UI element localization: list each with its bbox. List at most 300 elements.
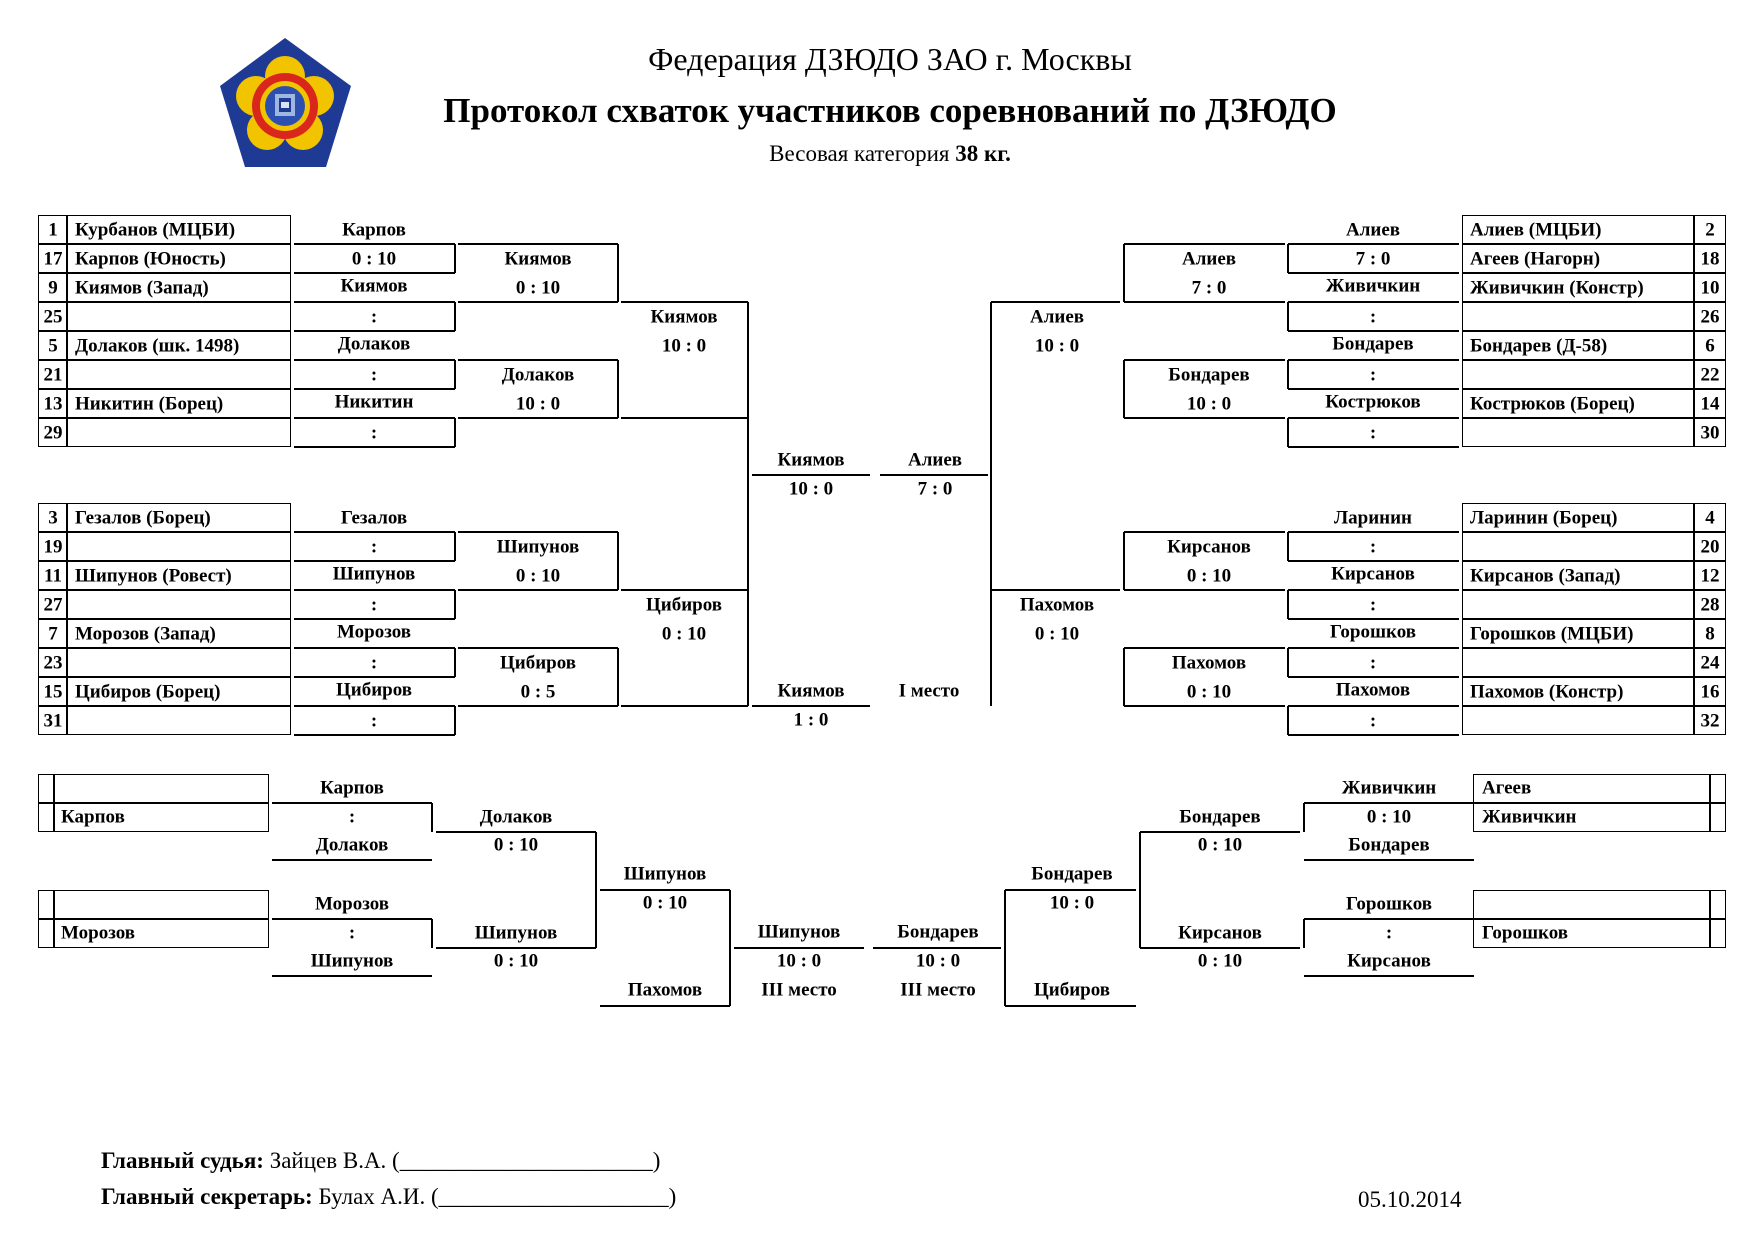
right-r1-line — [1288, 676, 1459, 678]
chief-secretary-label: Главный секретарь: — [101, 1184, 313, 1209]
right-r1-line — [1288, 446, 1459, 448]
right-semi-line — [880, 474, 988, 476]
left-seed-name: Цибиров (Борец) — [75, 681, 221, 702]
left-r1-bottom: Киямов — [340, 275, 408, 296]
left-rep-r3-line — [600, 889, 730, 891]
left-bronze-place: III место — [761, 979, 837, 1001]
left-r3-winner: Киямов — [650, 306, 718, 327]
right-rep-r2-winner: Кирсанов — [1178, 922, 1262, 944]
left-seed-number: 23 — [43, 652, 63, 673]
right-rep-r1-bottom: Бондарев — [1348, 834, 1430, 856]
left-seed-number: 31 — [43, 710, 63, 731]
weight-value: 38 кг. — [955, 141, 1011, 166]
right-r1-line — [1288, 560, 1459, 562]
left-r2-connector — [617, 648, 619, 706]
right-r1-bottom: Горошков — [1329, 621, 1417, 642]
seed-row-line — [38, 618, 291, 620]
left-bronze-line — [734, 947, 864, 949]
left-seed-number: 1 — [48, 219, 58, 240]
right-r1-line — [1288, 531, 1459, 533]
right-r1-connector — [1287, 706, 1289, 735]
right-r2-line — [1124, 705, 1285, 707]
right-rep-r1-bottom: Кирсанов — [1347, 950, 1431, 972]
right-r3-score: 0 : 10 — [1034, 623, 1080, 644]
right-rep-r1-score: : — [1385, 922, 1393, 944]
right-r1-bottom: Кострюков — [1325, 391, 1421, 412]
right-r2-connector — [1123, 648, 1125, 706]
right-r1-bottom: Пахомов — [1335, 679, 1411, 700]
final-score: 1 : 0 — [793, 709, 829, 731]
right-r3-score: 10 : 0 — [1034, 335, 1080, 356]
right-rep-r3-score: 10 : 0 — [1049, 892, 1095, 914]
right-seed-name: Бондарев (Д-58) — [1470, 335, 1608, 356]
left-seed-name: Морозов (Запад) — [75, 623, 216, 644]
left-rep-r3-top: Шипунов — [623, 863, 707, 885]
left-r2-score: 0 : 10 — [515, 565, 561, 586]
right-seed-name: Кирсанов (Запад) — [1470, 565, 1621, 586]
left-rep-r1-line — [272, 859, 432, 861]
seed-row-line — [38, 531, 291, 533]
right-rep-r1-top: Горошков — [1345, 893, 1433, 915]
right-r2-connector — [1123, 360, 1125, 418]
left-r3-score: 0 : 10 — [661, 623, 707, 644]
seed-row-line — [38, 705, 291, 707]
left-r1-bottom: Долаков — [337, 333, 411, 354]
right-semi-winner: Алиев — [907, 449, 963, 471]
left-seed-name: Шипунов (Ровест) — [75, 565, 232, 586]
repechage-box-divider — [1709, 890, 1711, 948]
seed-row-line — [38, 589, 291, 591]
right-rep-r3-line — [1005, 889, 1136, 891]
seed-row-line — [1462, 618, 1726, 620]
right-seed-number: 20 — [1700, 536, 1720, 557]
right-repechage-name: Живичкин — [1482, 806, 1577, 828]
right-rep-r1-connector — [1303, 803, 1305, 832]
left-seed-number: 11 — [44, 565, 62, 586]
chief-secretary — [101, 1185, 676, 1208]
final-winner: Киямов — [777, 680, 845, 702]
left-rep-r1-score: : — [348, 806, 356, 828]
right-bronze-line — [873, 947, 1001, 949]
seed-row-line — [1462, 301, 1726, 303]
seed-row-line — [1462, 417, 1726, 419]
left-rep-r2-score: 0 : 10 — [493, 950, 539, 972]
left-r1-line — [294, 734, 455, 736]
seed-row-line — [1462, 243, 1726, 245]
left-rep-r2-winner: Шипунов — [474, 922, 558, 944]
left-r1-line — [294, 330, 455, 332]
left-repechage-name: Карпов — [61, 806, 125, 828]
left-r1-score: : — [370, 422, 378, 443]
right-rep-r3-connector — [1004, 890, 1006, 1006]
right-rep-r1-line — [1304, 859, 1474, 861]
left-semi-connector — [747, 331, 749, 619]
right-r2-line — [1124, 589, 1285, 591]
right-repechage-name: Горошков — [1482, 922, 1569, 944]
right-r1-score: : — [1369, 306, 1377, 327]
left-r2-line — [458, 243, 618, 245]
left-seed-number: 7 — [48, 623, 58, 644]
right-seed-name: Агеев (Нагорн) — [1470, 248, 1601, 269]
left-seed-name: Курбанов (МЦБИ) — [75, 219, 236, 240]
right-r3-winner: Алиев — [1029, 306, 1085, 327]
right-r1-score: : — [1369, 710, 1377, 731]
right-rep-r1-line — [1304, 802, 1474, 804]
repechage-row-line — [1473, 802, 1726, 804]
seed-row-line — [38, 676, 291, 678]
right-r3-line — [991, 589, 1120, 591]
right-seed-name: Кострюков (Борец) — [1470, 393, 1635, 414]
left-seed-number: 27 — [43, 594, 63, 615]
right-semi-connector — [990, 331, 992, 619]
right-seed-number: 12 — [1700, 565, 1720, 586]
right-seed-number: 16 — [1700, 681, 1720, 702]
left-r1-line — [294, 705, 455, 707]
left-r2-winner: Долаков — [501, 364, 575, 385]
right-r1-connector — [1287, 648, 1289, 677]
right-r1-connector — [1287, 418, 1289, 447]
right-r1-score: : — [1369, 536, 1377, 557]
seed-row-line — [1462, 272, 1726, 274]
left-r1-connector — [454, 244, 456, 273]
seed-row-line — [38, 560, 291, 562]
left-rep-r1-connector — [431, 803, 433, 832]
right-r2-line — [1124, 417, 1285, 419]
chief-judge — [101, 1149, 660, 1172]
seed-row-line — [38, 417, 291, 419]
right-bronze-score: 10 : 0 — [915, 950, 961, 972]
left-seed-number: 19 — [43, 536, 63, 557]
left-r2-connector — [617, 244, 619, 302]
right-seed-number: 28 — [1700, 594, 1720, 615]
left-r1-line — [294, 243, 455, 245]
right-seed-number: 6 — [1705, 335, 1715, 356]
left-r2-winner: Шипунов — [496, 536, 580, 557]
left-rep-r2-winner: Долаков — [479, 806, 553, 828]
right-r2-winner: Алиев — [1181, 248, 1237, 269]
left-r2-line — [458, 647, 618, 649]
left-r1-line — [294, 531, 455, 533]
left-rep-r2-connector — [595, 832, 597, 948]
left-r1-score: : — [370, 710, 378, 731]
left-seed-number: 25 — [43, 306, 63, 327]
left-r1-score: 0 : 10 — [351, 248, 397, 269]
right-seed-number: 14 — [1700, 393, 1720, 414]
left-r1-bottom: Никитин — [334, 391, 414, 412]
seed-row-line — [38, 272, 291, 274]
left-seed-number: 15 — [43, 681, 63, 702]
seed-row-line — [38, 647, 291, 649]
right-r1-line — [1288, 589, 1459, 591]
left-r1-score: : — [370, 652, 378, 673]
left-rep-r3-line — [600, 1005, 730, 1007]
right-rep-r2-score: 0 : 10 — [1197, 950, 1243, 972]
right-seed-number: 24 — [1700, 652, 1720, 673]
left-rep-r1-bottom: Шипунов — [310, 950, 394, 972]
left-r1-bottom: Цибиров — [335, 679, 413, 700]
right-r1-top: Ларинин — [1333, 507, 1413, 528]
left-seed-number: 13 — [43, 393, 63, 414]
left-r2-connector — [617, 360, 619, 418]
right-r1-line — [1288, 705, 1459, 707]
right-seed-name: Пахомов (Констр) — [1470, 681, 1624, 702]
left-r3-line — [621, 301, 748, 303]
seed-row-line — [1462, 330, 1726, 332]
seed-row-line — [1462, 647, 1726, 649]
right-r2-line — [1124, 243, 1285, 245]
repechage-row-line — [38, 802, 269, 804]
seed-row-line — [38, 301, 291, 303]
left-seed-number: 21 — [43, 364, 63, 385]
left-seed-number: 3 — [48, 507, 58, 528]
left-r1-connector — [454, 532, 456, 561]
right-r2-score: 0 : 10 — [1186, 681, 1232, 702]
right-r2-score: 7 : 0 — [1191, 277, 1227, 298]
right-bronze-place: III место — [900, 979, 976, 1001]
left-rep-r1-line — [272, 918, 432, 920]
right-r1-connector — [1287, 532, 1289, 561]
left-seed-name: Долаков (шк. 1498) — [75, 335, 240, 356]
left-r1-score: : — [370, 364, 378, 385]
protocol-date: 05.10.2014 — [1358, 1187, 1462, 1212]
seed-row-line — [38, 330, 291, 332]
left-r1-line — [294, 446, 455, 448]
left-r2-line — [458, 705, 618, 707]
first-place-label: I место — [898, 680, 960, 702]
left-rep-r1-top: Карпов — [320, 777, 384, 799]
left-r1-line — [294, 589, 455, 591]
right-r1-line — [1288, 301, 1459, 303]
right-r1-line — [1288, 243, 1459, 245]
right-r1-connector — [1287, 590, 1289, 619]
left-seed-number: 29 — [43, 422, 63, 443]
right-repechage-top: Агеев — [1482, 777, 1532, 799]
seed-row-line — [1462, 676, 1726, 678]
left-rep-r2-score: 0 : 10 — [493, 834, 539, 856]
left-rep-r1-top: Морозов — [314, 893, 390, 915]
right-semi-score: 7 : 0 — [917, 478, 953, 500]
right-r1-line — [1288, 272, 1459, 274]
right-r2-winner: Пахомов — [1171, 652, 1247, 673]
repechage-box-divider — [53, 774, 55, 832]
left-rep-r2-line — [436, 831, 596, 833]
left-r1-score: : — [370, 594, 378, 615]
right-seed-number: 26 — [1700, 306, 1720, 327]
right-r2-winner: Кирсанов — [1167, 536, 1251, 557]
right-rep-r3-bottom: Цибиров — [1033, 979, 1111, 1001]
left-r1-line — [294, 560, 455, 562]
left-seed-name: Киямов (Запад) — [75, 277, 209, 298]
right-seed-number: 22 — [1700, 364, 1720, 385]
final-line — [752, 705, 870, 707]
left-r1-top: Карпов — [342, 219, 406, 240]
right-seed-name: Алиев (МЦБИ) — [1470, 219, 1602, 240]
right-seed-name: Горошков (МЦБИ) — [1470, 623, 1634, 644]
left-seed-number: 9 — [48, 277, 58, 298]
left-r1-connector — [454, 706, 456, 735]
left-r3-line — [621, 417, 748, 419]
left-semi-winner: Киямов — [777, 449, 845, 471]
right-rep-r2-winner: Бондарев — [1179, 806, 1261, 828]
right-r1-line — [1288, 359, 1459, 361]
seed-row-line — [1462, 560, 1726, 562]
right-seed-number: 18 — [1700, 248, 1720, 269]
right-seed-number: 8 — [1705, 623, 1715, 644]
right-r1-bottom: Бондарев — [1332, 333, 1414, 354]
left-r1-connector — [454, 418, 456, 447]
right-r1-bottom: Живичкин — [1325, 275, 1421, 296]
right-rep-r1-score: 0 : 10 — [1366, 806, 1412, 828]
right-seed-number: 32 — [1700, 710, 1720, 731]
weight-prefix: Весовая категория — [769, 141, 950, 166]
left-rep-r3-bottom: Пахомов — [627, 979, 703, 1001]
right-seed-number: 2 — [1705, 219, 1715, 240]
left-r1-line — [294, 647, 455, 649]
seed-row-line — [1462, 589, 1726, 591]
right-r1-line — [1288, 417, 1459, 419]
repechage-box-divider — [53, 890, 55, 948]
seed-row-line — [1462, 388, 1726, 390]
left-r1-connector — [454, 302, 456, 331]
right-r1-line — [1288, 330, 1459, 332]
right-r1-connector — [1287, 302, 1289, 331]
right-r2-line — [1124, 531, 1285, 533]
left-r2-score: 10 : 0 — [515, 393, 561, 414]
right-r2-score: 0 : 10 — [1186, 565, 1232, 586]
left-rep-r1-connector — [431, 919, 433, 948]
left-r2-winner: Цибиров — [499, 652, 577, 673]
left-seed-name: Гезалов (Борец) — [75, 507, 211, 528]
repechage-box-divider — [1709, 774, 1711, 832]
right-r1-connector — [1287, 360, 1289, 389]
left-semi-score: 10 : 0 — [788, 478, 834, 500]
repechage-row-line — [1473, 918, 1726, 920]
right-r1-line — [1288, 618, 1459, 620]
left-r1-connector — [454, 360, 456, 389]
left-r2-connector — [617, 532, 619, 590]
right-r1-score: : — [1369, 364, 1377, 385]
left-r1-connector — [454, 648, 456, 677]
right-r1-score: : — [1369, 422, 1377, 443]
left-repechage-name: Морозов — [61, 922, 136, 944]
seed-row-line — [38, 388, 291, 390]
left-r1-line — [294, 618, 455, 620]
left-rep-r2-line — [436, 947, 596, 949]
right-r1-line — [1288, 734, 1459, 736]
left-bronze-score: 10 : 0 — [776, 950, 822, 972]
right-rep-r2-score: 0 : 10 — [1197, 834, 1243, 856]
seed-row-line — [1462, 705, 1726, 707]
federation-title: Федерация ДЗЮДО ЗАО г. Москвы — [648, 41, 1132, 77]
chief-judge-label: Главный судья: — [101, 1148, 264, 1173]
left-seed-number: 5 — [48, 335, 58, 356]
left-r1-line — [294, 388, 455, 390]
left-r1-line — [294, 301, 455, 303]
right-rep-r1-line — [1304, 975, 1474, 977]
right-seed-name: Живичкин (Констр) — [1470, 277, 1644, 298]
left-rep-r1-bottom: Долаков — [315, 834, 389, 856]
right-rep-r1-connector — [1303, 919, 1305, 948]
seed-row-line — [1462, 359, 1726, 361]
left-r3-score: 10 : 0 — [661, 335, 707, 356]
right-rep-r1-top: Живичкин — [1341, 777, 1437, 799]
right-r2-line — [1124, 359, 1285, 361]
right-rep-r2-line — [1140, 831, 1300, 833]
left-r2-winner: Киямов — [504, 248, 572, 269]
right-r2-score: 10 : 0 — [1186, 393, 1232, 414]
right-r1-score: 7 : 0 — [1355, 248, 1391, 269]
right-r2-line — [1124, 301, 1285, 303]
left-r3-line — [621, 705, 748, 707]
left-r1-score: : — [370, 306, 378, 327]
left-r1-connector — [454, 590, 456, 619]
right-seed-number: 4 — [1705, 507, 1715, 528]
left-seed-name: Никитин (Борец) — [75, 393, 224, 414]
right-r1-line — [1288, 647, 1459, 649]
left-seed-number: 17 — [43, 248, 63, 269]
left-rep-r1-score: : — [348, 922, 356, 944]
right-rep-r2-line — [1140, 947, 1300, 949]
left-r1-line — [294, 359, 455, 361]
right-r2-connector — [1123, 532, 1125, 590]
chief-judge-value: Зайцев В.А. (______________________) — [269, 1148, 661, 1173]
left-r3-line — [621, 589, 748, 591]
left-rep-r1-line — [272, 802, 432, 804]
left-r2-line — [458, 359, 618, 361]
right-r1-score: : — [1369, 652, 1377, 673]
left-rep-r3-score: 0 : 10 — [642, 892, 688, 914]
left-r2-score: 0 : 5 — [520, 681, 556, 702]
right-r2-connector — [1123, 244, 1125, 302]
right-seed-number: 30 — [1700, 422, 1720, 443]
repechage-row-line — [38, 918, 269, 920]
left-r3-winner: Цибиров — [645, 594, 723, 615]
right-rep-r3-line — [1005, 1005, 1136, 1007]
seed-row-line — [38, 359, 291, 361]
left-r1-line — [294, 676, 455, 678]
right-bronze-winner: Бондарев — [897, 921, 979, 943]
left-r1-line — [294, 272, 455, 274]
right-r1-line — [1288, 388, 1459, 390]
right-r1-score: : — [1369, 594, 1377, 615]
seed-row-line — [1462, 531, 1726, 533]
left-r2-line — [458, 589, 618, 591]
left-r2-line — [458, 417, 618, 419]
chief-secretary-value: Булах А.И. (____________________) — [318, 1184, 677, 1209]
left-rep-r1-line — [272, 975, 432, 977]
left-bronze-winner: Шипунов — [757, 921, 841, 943]
right-rep-r1-line — [1304, 918, 1474, 920]
left-r1-line — [294, 417, 455, 419]
right-r1-connector — [1287, 244, 1289, 273]
right-seed-number: 10 — [1700, 277, 1720, 298]
left-rep-r3-connector — [729, 890, 731, 1006]
right-rep-r2-connector — [1139, 832, 1141, 948]
right-seed-name: Ларинин (Борец) — [1470, 507, 1618, 528]
left-r1-score: : — [370, 536, 378, 557]
left-r1-bottom: Шипунов — [332, 563, 416, 584]
right-r1-bottom: Кирсанов — [1331, 563, 1415, 584]
left-r2-score: 0 : 10 — [515, 277, 561, 298]
right-rep-r3-top: Бондарев — [1031, 863, 1113, 885]
left-semi-line — [752, 474, 870, 476]
protocol-title: Протокол схваток участников соревнований по ДЗЮДО — [443, 91, 1337, 130]
right-r2-winner: Бондарев — [1168, 364, 1250, 385]
right-r1-top: Алиев — [1345, 219, 1401, 240]
left-seed-name: Карпов (Юность) — [75, 248, 226, 269]
left-r2-line — [458, 301, 618, 303]
left-r1-bottom: Морозов — [336, 621, 412, 642]
